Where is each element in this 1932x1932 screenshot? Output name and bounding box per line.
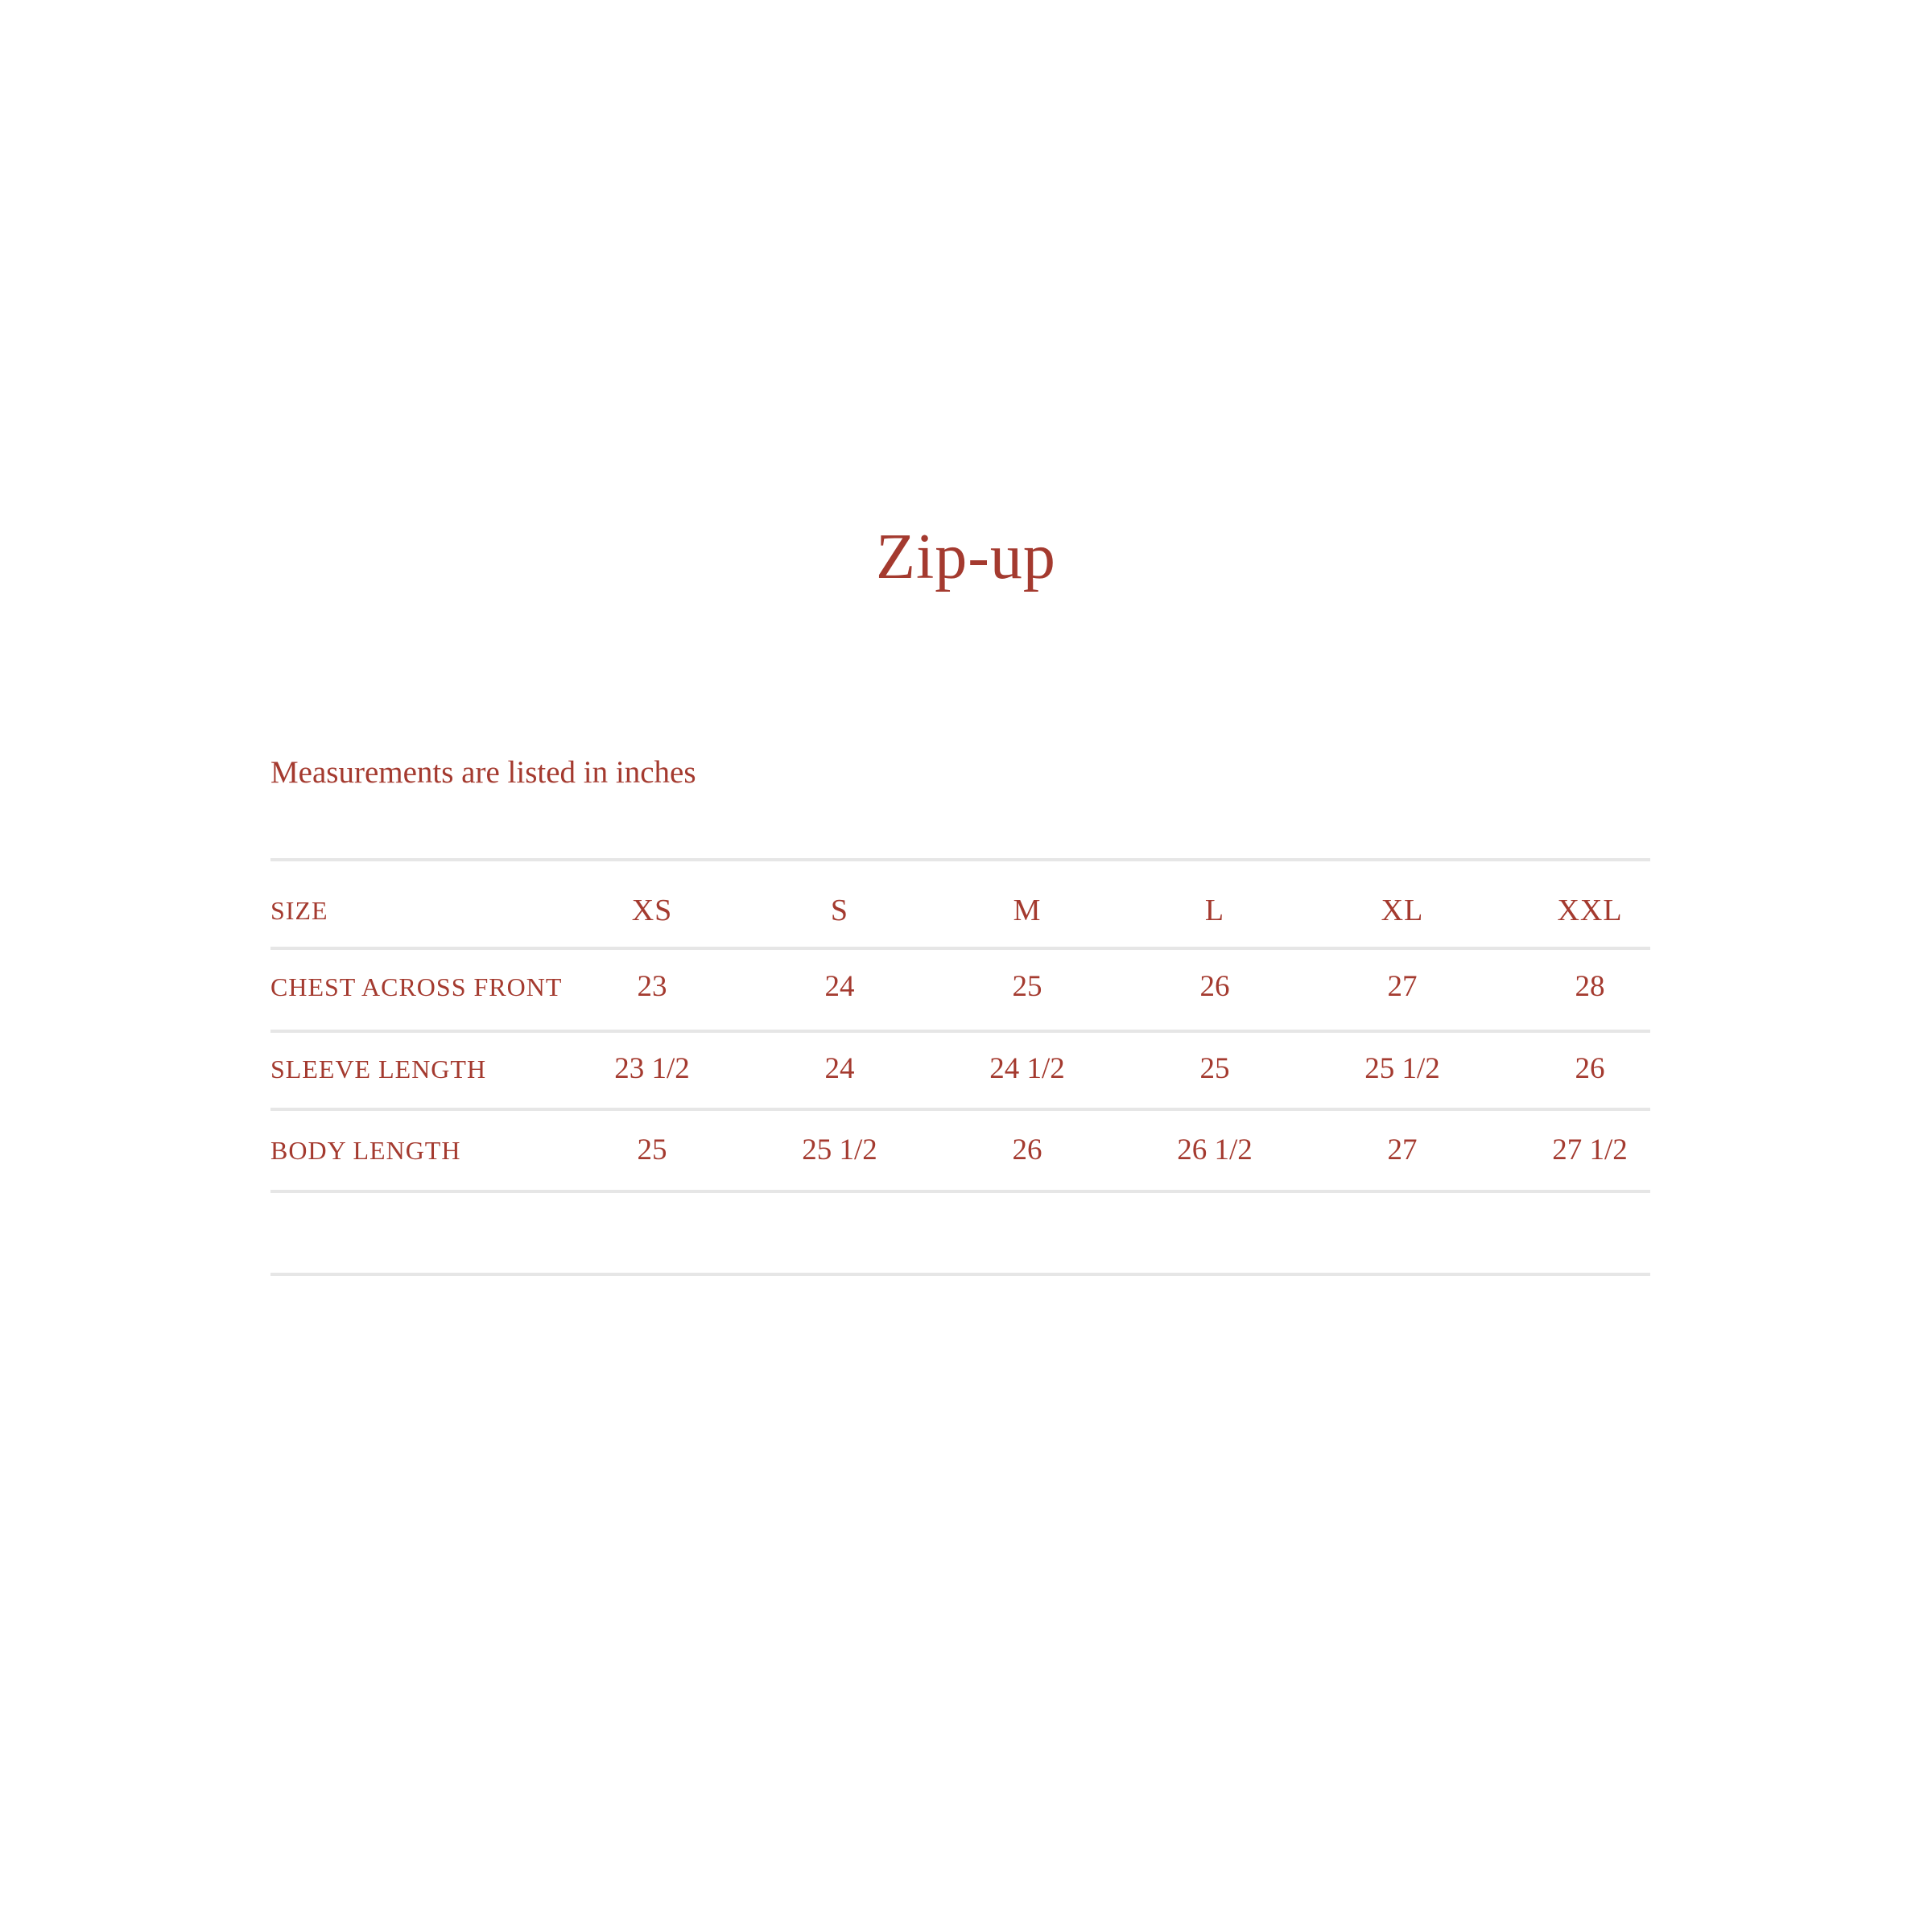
row-label: SLEEVE LENGTH: [270, 1055, 487, 1084]
table-cell: 25: [637, 1133, 667, 1166]
size-header-cell: XS: [631, 894, 673, 927]
table-row: [270, 963, 1650, 1011]
table-cell: 27 1/2: [1552, 1133, 1628, 1166]
table-rule: [270, 947, 1650, 950]
table-rule: [270, 1190, 1650, 1193]
size-header-cell: S: [830, 894, 849, 927]
table-cell: 25 1/2: [802, 1133, 877, 1166]
table-cell: 28: [1575, 970, 1605, 1003]
table-rule: [270, 858, 1650, 861]
row-label: CHEST ACROSS FRONT: [270, 972, 563, 1001]
table-cell: 27: [1387, 970, 1418, 1003]
table-cell: 24: [824, 970, 855, 1003]
table-row: [270, 1126, 1650, 1174]
table-row: [270, 1045, 1650, 1093]
table-cell: 26: [1199, 970, 1230, 1003]
table-cell: 26 1/2: [1177, 1133, 1253, 1166]
table-cell: 26: [1575, 1052, 1605, 1085]
units-note: Measurements are listed in inches: [270, 755, 696, 790]
table-cell: 23: [637, 970, 667, 1003]
size-header-cell: L: [1204, 894, 1225, 927]
table-header-row: [270, 886, 1650, 935]
page-title: Zip-up: [876, 522, 1056, 592]
table-rule: [270, 1030, 1650, 1033]
table-rule: [270, 1273, 1650, 1276]
table-cell: 26: [1012, 1133, 1042, 1166]
size-header-cell: XXL: [1557, 894, 1623, 927]
row-label: BODY LENGTH: [270, 1136, 461, 1165]
table-cell: 24 1/2: [989, 1052, 1065, 1085]
table-rule: [270, 1108, 1650, 1111]
table-cell: 25: [1012, 970, 1042, 1003]
size-header-cell: XL: [1381, 894, 1424, 927]
table-cell: 23 1/2: [614, 1052, 690, 1085]
table-cell: 24: [824, 1052, 855, 1085]
table-cell: 25 1/2: [1364, 1052, 1440, 1085]
size-header-label: SIZE: [270, 896, 328, 925]
table-cell: 25: [1199, 1052, 1230, 1085]
size-header-cell: M: [1013, 894, 1042, 927]
table-cell: 27: [1387, 1133, 1418, 1166]
